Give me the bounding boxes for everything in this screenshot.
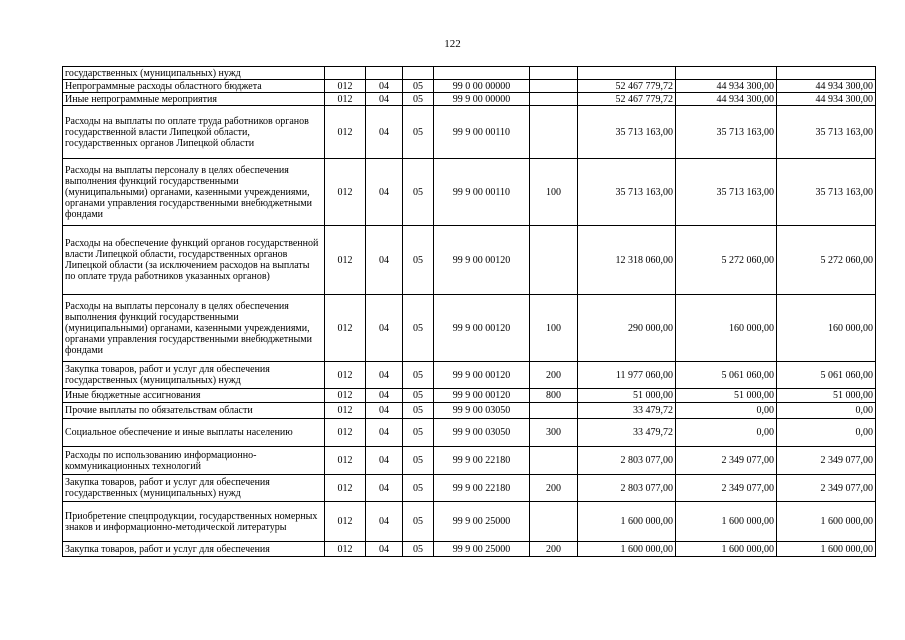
section-code: 04 [366, 80, 403, 93]
amount-year-3: 44 934 300,00 [777, 93, 876, 106]
amount-year-2: 1 600 000,00 [676, 502, 777, 542]
table-row [63, 67, 876, 80]
admin-code: 012 [325, 80, 366, 93]
expense-type-code [530, 502, 578, 542]
table-row [63, 80, 876, 93]
table-row [63, 502, 876, 542]
admin-code: 012 [325, 106, 366, 159]
row-name: Непрограммные расходы областного бюджета [63, 80, 325, 93]
amount-year-1 [578, 67, 676, 80]
amount-year-2: 2 349 077,00 [676, 475, 777, 502]
amount-year-2: 51 000,00 [676, 389, 777, 403]
expense-type-code [530, 67, 578, 80]
amount-year-1: 35 713 163,00 [578, 106, 676, 159]
table-row [63, 159, 876, 226]
row-name: Прочие выплаты по обязательствам области [63, 403, 325, 419]
budget-table [62, 66, 876, 557]
amount-year-2: 35 713 163,00 [676, 106, 777, 159]
target-article-code [434, 67, 530, 80]
target-article-code: 99 9 00 22180 [434, 447, 530, 475]
amount-year-1: 33 479,72 [578, 403, 676, 419]
row-name: Расходы на выплаты персоналу в целях обеспечения выполнения функций государственными (муниципальными) органами, казенными учреждениями, органами управления государственными внебюджетными фондами [63, 159, 325, 226]
section-code: 04 [366, 226, 403, 295]
admin-code: 012 [325, 159, 366, 226]
section-code: 04 [366, 389, 403, 403]
amount-year-2: 35 713 163,00 [676, 159, 777, 226]
subsection-code: 05 [403, 542, 434, 557]
section-code: 04 [366, 502, 403, 542]
subsection-code: 05 [403, 362, 434, 389]
subsection-code: 05 [403, 389, 434, 403]
section-code: 04 [366, 106, 403, 159]
amount-year-1: 1 600 000,00 [578, 542, 676, 557]
amount-year-2: 1 600 000,00 [676, 542, 777, 557]
amount-year-2: 44 934 300,00 [676, 80, 777, 93]
section-code: 04 [366, 475, 403, 502]
target-article-code: 99 9 00 03050 [434, 419, 530, 447]
table-row [63, 295, 876, 362]
admin-code: 012 [325, 475, 366, 502]
admin-code: 012 [325, 502, 366, 542]
amount-year-1: 1 600 000,00 [578, 502, 676, 542]
subsection-code: 05 [403, 159, 434, 226]
expense-type-code [530, 226, 578, 295]
target-article-code: 99 9 00 25000 [434, 542, 530, 557]
expense-type-code: 200 [530, 362, 578, 389]
section-code: 04 [366, 93, 403, 106]
subsection-code [403, 67, 434, 80]
amount-year-1: 290 000,00 [578, 295, 676, 362]
row-name: Иные непрограммные мероприятия [63, 93, 325, 106]
amount-year-3: 1 600 000,00 [777, 542, 876, 557]
target-article-code: 99 9 00 00120 [434, 226, 530, 295]
amount-year-1: 12 318 060,00 [578, 226, 676, 295]
subsection-code: 05 [403, 447, 434, 475]
table-row [63, 362, 876, 389]
amount-year-1: 52 467 779,72 [578, 80, 676, 93]
section-code: 04 [366, 447, 403, 475]
row-name: Расходы на обеспечение функций органов государственной власти Липецкой области, государственных органов Липецкой области (за исключением расходов на выплаты по оплате труда работников указанных органов) [63, 226, 325, 295]
amount-year-1: 2 803 077,00 [578, 475, 676, 502]
section-code: 04 [366, 159, 403, 226]
amount-year-1: 52 467 779,72 [578, 93, 676, 106]
section-code: 04 [366, 362, 403, 389]
subsection-code: 05 [403, 295, 434, 362]
page-number: 122 [444, 38, 461, 50]
row-name: Приобретение спецпродукции, государственных номерных знаков и информационно-методической литературы [63, 502, 325, 542]
expense-type-code [530, 80, 578, 93]
row-name: Расходы на выплаты по оплате труда работников органов государственной власти Липецкой области, государственных органов Липецкой области [63, 106, 325, 159]
target-article-code: 99 9 00 00120 [434, 295, 530, 362]
amount-year-3: 0,00 [777, 419, 876, 447]
table-row [63, 403, 876, 419]
target-article-code: 99 9 00 00000 [434, 93, 530, 106]
amount-year-2: 2 349 077,00 [676, 447, 777, 475]
amount-year-2 [676, 67, 777, 80]
amount-year-2: 5 061 060,00 [676, 362, 777, 389]
amount-year-2: 0,00 [676, 403, 777, 419]
amount-year-3: 160 000,00 [777, 295, 876, 362]
admin-code: 012 [325, 403, 366, 419]
expense-type-code: 200 [530, 542, 578, 557]
amount-year-3: 2 349 077,00 [777, 475, 876, 502]
table-row [63, 475, 876, 502]
subsection-code: 05 [403, 475, 434, 502]
target-article-code: 99 9 00 03050 [434, 403, 530, 419]
amount-year-3 [777, 67, 876, 80]
amount-year-1: 33 479,72 [578, 419, 676, 447]
table-row [63, 542, 876, 557]
expense-type-code: 800 [530, 389, 578, 403]
amount-year-2: 0,00 [676, 419, 777, 447]
subsection-code: 05 [403, 106, 434, 159]
expense-type-code [530, 106, 578, 159]
table-row [63, 447, 876, 475]
row-name: Закупка товаров, работ и услуг для обеспечения государственных (муниципальных) нужд [63, 475, 325, 502]
expense-type-code: 100 [530, 159, 578, 226]
target-article-code: 99 9 00 22180 [434, 475, 530, 502]
table-row [63, 106, 876, 159]
row-name: Расходы по использованию информационно-коммуникационных технологий [63, 447, 325, 475]
subsection-code: 05 [403, 93, 434, 106]
table-row [63, 389, 876, 403]
expense-type-code [530, 93, 578, 106]
target-article-code: 99 0 00 00000 [434, 80, 530, 93]
target-article-code: 99 9 00 00120 [434, 362, 530, 389]
subsection-code: 05 [403, 403, 434, 419]
expense-type-code: 300 [530, 419, 578, 447]
amount-year-1: 35 713 163,00 [578, 159, 676, 226]
amount-year-3: 5 061 060,00 [777, 362, 876, 389]
section-code: 04 [366, 295, 403, 362]
amount-year-3: 35 713 163,00 [777, 159, 876, 226]
amount-year-2: 5 272 060,00 [676, 226, 777, 295]
row-name: Расходы на выплаты персоналу в целях обеспечения выполнения функций государственными (муниципальными) органами, казенными учреждениями, органами управления государственными внебюджетными фондами [63, 295, 325, 362]
amount-year-3: 2 349 077,00 [777, 447, 876, 475]
expense-type-code [530, 403, 578, 419]
target-article-code: 99 9 00 00110 [434, 106, 530, 159]
target-article-code: 99 9 00 00110 [434, 159, 530, 226]
amount-year-2: 160 000,00 [676, 295, 777, 362]
amount-year-3: 1 600 000,00 [777, 502, 876, 542]
amount-year-1: 2 803 077,00 [578, 447, 676, 475]
subsection-code: 05 [403, 226, 434, 295]
section-code: 04 [366, 403, 403, 419]
row-name: Иные бюджетные ассигнования [63, 389, 325, 403]
target-article-code: 99 9 00 25000 [434, 502, 530, 542]
row-name: государственных (муниципальных) нужд [63, 67, 325, 80]
amount-year-3: 51 000,00 [777, 389, 876, 403]
admin-code: 012 [325, 362, 366, 389]
admin-code: 012 [325, 447, 366, 475]
admin-code: 012 [325, 389, 366, 403]
table-row [63, 226, 876, 295]
section-code: 04 [366, 542, 403, 557]
expense-type-code: 200 [530, 475, 578, 502]
target-article-code: 99 9 00 00120 [434, 389, 530, 403]
admin-code: 012 [325, 226, 366, 295]
row-name: Закупка товаров, работ и услуг для обеспечения [63, 542, 325, 557]
admin-code: 012 [325, 295, 366, 362]
subsection-code: 05 [403, 419, 434, 447]
section-code [366, 67, 403, 80]
expense-type-code: 100 [530, 295, 578, 362]
amount-year-1: 11 977 060,00 [578, 362, 676, 389]
admin-code: 012 [325, 93, 366, 106]
admin-code: 012 [325, 542, 366, 557]
amount-year-3: 5 272 060,00 [777, 226, 876, 295]
row-name: Закупка товаров, работ и услуг для обеспечения государственных (муниципальных) нужд [63, 362, 325, 389]
section-code: 04 [366, 419, 403, 447]
subsection-code: 05 [403, 80, 434, 93]
row-name: Социальное обеспечение и иные выплаты населению [63, 419, 325, 447]
expense-type-code [530, 447, 578, 475]
admin-code [325, 67, 366, 80]
amount-year-1: 51 000,00 [578, 389, 676, 403]
table-row [63, 419, 876, 447]
amount-year-3: 35 713 163,00 [777, 106, 876, 159]
amount-year-3: 44 934 300,00 [777, 80, 876, 93]
subsection-code: 05 [403, 502, 434, 542]
table-row [63, 93, 876, 106]
admin-code: 012 [325, 419, 366, 447]
amount-year-2: 44 934 300,00 [676, 93, 777, 106]
amount-year-3: 0,00 [777, 403, 876, 419]
